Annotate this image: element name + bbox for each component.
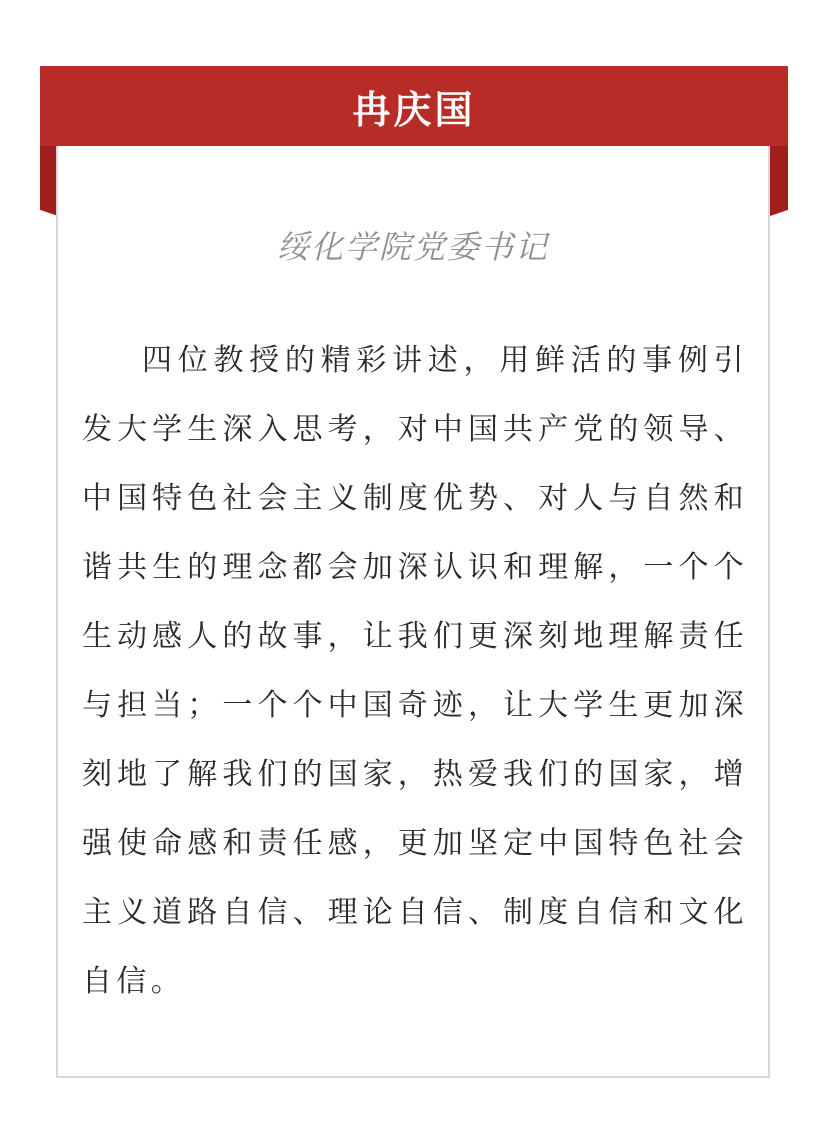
banner-tab-right — [770, 140, 788, 216]
quote-card — [56, 146, 770, 1078]
name-banner — [40, 66, 788, 146]
quote-paragraph: 四位教授的精彩讲述，用鲜活的事例引发大学生深入思考，对中国共产党的领导、中国特色社会主义制度优势、对人与自然和谐共生的理念都会加深认识和理解，一个个生动感人的故事，让我们更深刻地理解责任与担当；一个个中国奇迹，让大学生更加深刻地了解我们的国家，热爱我们的国家，增强使命感和责任感，更加坚定中国特色社会主义道路自信、理论自信、制度自信和文化自信。 — [82, 343, 748, 999]
person-name: 冉庆国 — [352, 87, 476, 132]
person-title: 绥化学院党委书记 — [276, 228, 549, 266]
